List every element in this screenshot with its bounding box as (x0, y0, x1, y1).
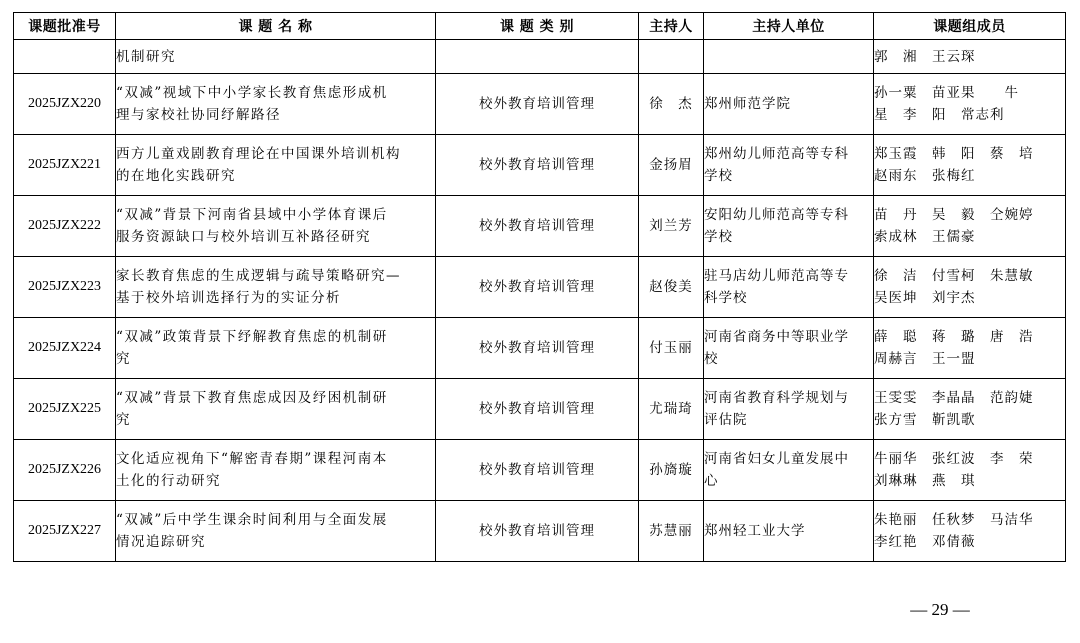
cell-host: 金扬眉 (639, 135, 704, 196)
table-row (14, 257, 1066, 318)
cell-unit (704, 318, 874, 379)
cell-id: 2025JZX224 (14, 318, 116, 379)
unit-line: 郑州轻工业大学 (704, 523, 806, 539)
members-line: 徐 洁 付雪柯 朱慧敏 (874, 268, 1034, 284)
members-line: 朱艳丽 任秋梦 马洁华 (874, 512, 1034, 528)
table-row (14, 440, 1066, 501)
project-table (13, 12, 1066, 562)
unit-line: 郑州幼儿师范高等专科 (704, 146, 849, 162)
title-line: 西方儿童戏剧教育理论在中国课外培训机构 (116, 146, 401, 162)
cell-id: 2025JZX227 (14, 501, 116, 562)
members-line: 索成林 王儒豪 (874, 229, 976, 245)
unit-line: 郑州师范学院 (704, 96, 791, 112)
title-line: 服务资源缺口与校外培训互补路径研究 (116, 229, 371, 245)
cell-unit (704, 40, 874, 74)
header-host: 主持人 (639, 13, 704, 40)
title-line: “双减”背景下教育焦虑成因及纾困机制研 (116, 390, 388, 406)
title-line: “双减”视域下中小学家长教育焦虑形成机 (116, 85, 388, 101)
cell-id: 2025JZX223 (14, 257, 116, 318)
cell-id (14, 40, 116, 74)
members-line: 张方雪 靳凯歌 (874, 412, 976, 428)
title-line: 理与家校社协同纾解路径 (116, 107, 281, 123)
cell-host: 孙旖璇 (639, 440, 704, 501)
members-line: 苗 丹 吴 毅 仝婉婷 (874, 207, 1034, 223)
cell-members (874, 257, 1066, 318)
cell-unit (704, 501, 874, 562)
members-line: 周赫言 王一盟 (874, 351, 976, 367)
members-line: 星 李 阳 常志利 (874, 107, 1005, 123)
title-line: 家长教育焦虑的生成逻辑与疏导策略研究— (116, 268, 401, 284)
unit-line: 心 (704, 473, 719, 489)
cell-members (874, 440, 1066, 501)
table-row-continuation (14, 40, 1066, 74)
header-title: 课 题 名 称 (116, 13, 436, 40)
unit-line: 驻马店幼儿师范高等专 (704, 268, 849, 284)
title-line: 土化的行动研究 (116, 473, 221, 489)
unit-line: 学校 (704, 229, 733, 245)
cell-host: 尤瑞琦 (639, 379, 704, 440)
cell-title (116, 318, 436, 379)
header-members: 课题组成员 (874, 13, 1066, 40)
page-number: — 29 — (910, 600, 970, 619)
title-line: 的在地化实践研究 (116, 168, 236, 184)
cell-category: 校外教育培训管理 (436, 440, 639, 501)
cell-unit (704, 379, 874, 440)
cell-category: 校外教育培训管理 (436, 74, 639, 135)
members-line: 牛丽华 张红波 李 荣 (874, 451, 1034, 467)
unit-line: 校 (704, 351, 719, 367)
cell-title (116, 379, 436, 440)
cell-host: 付玉丽 (639, 318, 704, 379)
cell-host: 苏慧丽 (639, 501, 704, 562)
members-line: 薛 聪 蒋 璐 唐 浩 (874, 329, 1034, 345)
cell-members (874, 135, 1066, 196)
title-line: 基于校外培训选择行为的实证分析 (116, 290, 341, 306)
cell-host: 徐 杰 (639, 74, 704, 135)
members-line: 王雯雯 李晶晶 范韵婕 (874, 390, 1034, 406)
title-line: 究 (116, 412, 131, 428)
cell-unit (704, 196, 874, 257)
table-row (14, 74, 1066, 135)
cell-category: 校外教育培训管理 (436, 318, 639, 379)
table-row (14, 135, 1066, 196)
members-line: 郑玉霞 韩 阳 蔡 培 (874, 146, 1034, 162)
cell-members (874, 74, 1066, 135)
cell-unit (704, 74, 874, 135)
unit-line: 河南省教育科学规划与 (704, 390, 849, 406)
cell-category: 校外教育培训管理 (436, 135, 639, 196)
members-line: 孙一粟 苗亚果 牛 (874, 85, 1019, 101)
unit-line: 学校 (704, 168, 733, 184)
members-line: 吴医坤 刘宇杰 (874, 290, 976, 306)
cell-host: 刘兰芳 (639, 196, 704, 257)
unit-line: 河南省商务中等职业学 (704, 329, 849, 345)
header-id: 课题批准号 (14, 13, 116, 40)
cell-unit (704, 257, 874, 318)
cell-title (116, 257, 436, 318)
cell-members (874, 318, 1066, 379)
cell-id: 2025JZX226 (14, 440, 116, 501)
cell-title (116, 135, 436, 196)
cell-category: 校外教育培训管理 (436, 196, 639, 257)
cell-host: 赵俊美 (639, 257, 704, 318)
cell-title (116, 40, 436, 74)
title-line: “双减”政策背景下纾解教育焦虑的机制研 (116, 329, 388, 345)
table-row (14, 318, 1066, 379)
cell-id: 2025JZX220 (14, 74, 116, 135)
table-row (14, 196, 1066, 257)
title-line: 究 (116, 351, 131, 367)
cell-host (639, 40, 704, 74)
table-header-row (14, 13, 1066, 40)
table-row (14, 501, 1066, 562)
table-row (14, 379, 1066, 440)
members-line: 李红艳 邓倩薇 (874, 534, 976, 550)
cell-members (874, 40, 1066, 74)
cell-title (116, 74, 436, 135)
cell-title (116, 196, 436, 257)
cell-category (436, 40, 639, 74)
unit-line: 河南省妇女儿童发展中 (704, 451, 849, 467)
cell-title (116, 501, 436, 562)
cell-unit (704, 135, 874, 196)
members-line: 赵雨东 张梅红 (874, 168, 976, 184)
cell-id: 2025JZX222 (14, 196, 116, 257)
cell-category: 校外教育培训管理 (436, 257, 639, 318)
title-line: 文化适应视角下“解密青春期”课程河南本 (116, 451, 388, 467)
cell-unit (704, 440, 874, 501)
unit-line: 科学校 (704, 290, 748, 306)
cell-id: 2025JZX225 (14, 379, 116, 440)
cell-members (874, 196, 1066, 257)
members-line: 刘琳琳 燕 琪 (874, 473, 976, 489)
header-unit: 主持人单位 (704, 13, 874, 40)
title-line: “双减”背景下河南省县域中小学体育课后 (116, 207, 388, 223)
cell-category: 校外教育培训管理 (436, 379, 639, 440)
cell-category: 校外教育培训管理 (436, 501, 639, 562)
cell-id: 2025JZX221 (14, 135, 116, 196)
header-category: 课 题 类 别 (436, 13, 639, 40)
cell-members (874, 379, 1066, 440)
unit-line: 安阳幼儿师范高等专科 (704, 207, 849, 223)
title-line: 机制研究 (116, 48, 176, 65)
unit-line: 评估院 (704, 412, 748, 428)
cell-title (116, 440, 436, 501)
cell-members (874, 501, 1066, 562)
title-line: 情况追踪研究 (116, 534, 206, 550)
members-line: 郭 湘 王云琛 (874, 48, 976, 65)
title-line: “双减”后中学生课余时间利用与全面发展 (116, 512, 388, 528)
